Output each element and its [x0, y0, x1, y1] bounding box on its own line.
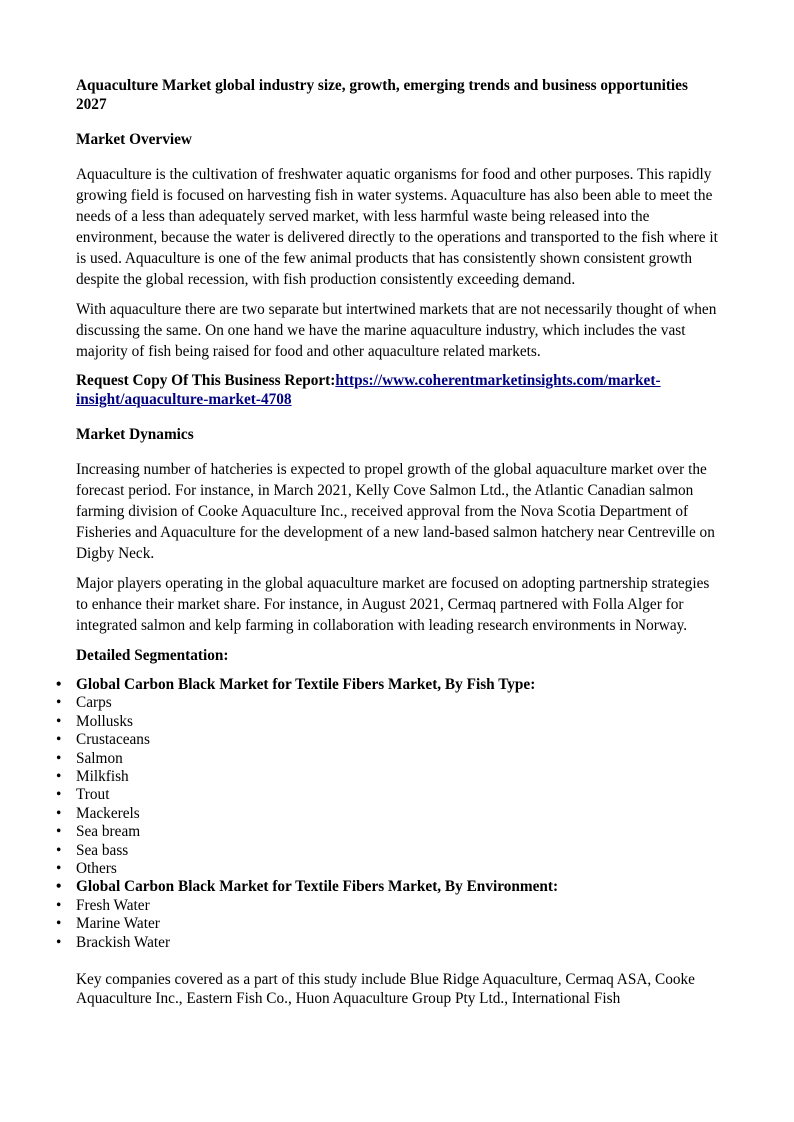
list-item: • Crustaceans: [56, 731, 150, 749]
document-title: Aquaculture Market global industry size, growth, emerging trends and business opportunities 2027: [76, 77, 688, 113]
bullet-icon: •: [56, 841, 62, 859]
dynamics-paragraph-2: Major players operating in the global aquaculture market are focused on adopting partnership strategies to enhance their market share. For instance, in August 2021, Cermaq partnered with Folla Alger for integrated salmon and kelp farming in collaboration with leading research environments in Norway.: [76, 575, 710, 634]
market-overview-heading: Market Overview: [76, 131, 192, 148]
bullet-icon: •: [56, 823, 62, 841]
overview-paragraph-2: With aquaculture there are two separate but intertwined markets that are not necessarily thought of when discussing the same. On one hand we have the marine aquaculture industry, which includes the vast majority of fish being raised for food and other aquaculture related markets.: [76, 301, 717, 360]
list-item: • Milkfish: [56, 768, 129, 786]
bullet-icon: •: [56, 712, 62, 730]
list-item: • Mackerels: [56, 804, 140, 822]
report-link[interactable]: https://www.coherentmarketinsights.com/market-insight/aquaculture-market-4708: [76, 372, 661, 408]
segmentation-list: [56, 676, 718, 952]
segment-heading-fish-type: • Global Carbon Black Market for Textile Fibers Market, By Fish Type:: [56, 676, 536, 693]
bullet-icon: •: [56, 860, 62, 878]
list-item: • Trout: [56, 786, 110, 804]
bullet-icon: •: [56, 768, 62, 786]
dynamics-paragraph-1: Increasing number of hatcheries is expected to propel growth of the global aquaculture market over the forecast period. For instance, in March 2021, Kelly Cove Salmon Ltd., the Atlantic Canadian salmon farming division of Cooke Aquaculture Inc., received approval from the Nova Scotia Department of Fisheries and Aquaculture for the development of a new land-based salmon hatchery near Centreville on Digby Neck.: [76, 461, 715, 562]
request-copy-line: [76, 371, 718, 409]
bullet-icon: •: [56, 786, 62, 804]
segment-heading-environment: • Global Carbon Black Market for Textile Fibers Market, By Environment:: [56, 878, 559, 896]
bullet-icon: •: [56, 933, 62, 951]
list-item: • Carps: [56, 694, 112, 712]
list-item: • Marine Water: [56, 915, 160, 933]
bullet-icon: •: [56, 676, 62, 693]
bullet-icon: •: [56, 804, 62, 822]
list-item: • Mollusks: [56, 712, 133, 730]
list-item: • Fresh Water: [56, 896, 150, 914]
list-item: • Salmon: [56, 749, 123, 767]
list-item: • Sea bream: [56, 823, 141, 841]
bullet-icon: •: [56, 896, 62, 914]
overview-paragraph-1: Aquaculture is the cultivation of freshwater aquatic organisms for food and other purposes. This rapidly growing field is focused on harvesting fish in water systems. Aquaculture has also been able to meet the needs of a less than adequately served market, with less harmful waste being released into the environment, because the water is delivered directly to the operations and transported to the fish where it is used. Aquaculture is one of the few animal products that has consistently shown consistent growth despite the global recession, with fish production consistently exceeding demand.: [76, 166, 718, 288]
list-item: • Sea bass: [56, 841, 129, 859]
key-companies-paragraph: Key companies covered as a part of this study include Blue Ridge Aquaculture, Cermaq ASA, Cooke Aquaculture Inc., Eastern Fish Co., Huon Aquaculture Group Pty Ltd., International Fish: [76, 971, 695, 1008]
bullet-icon: •: [56, 915, 62, 933]
list-item: • Others: [56, 860, 117, 878]
bullet-icon: •: [56, 731, 62, 749]
document-body: [56, 76, 718, 1017]
bullet-icon: •: [56, 749, 62, 767]
list-item: • Brackish Water: [56, 933, 171, 951]
bullet-icon: •: [56, 694, 62, 712]
market-dynamics-heading: Market Dynamics: [76, 426, 194, 443]
request-copy-label: Request Copy Of This Business Report:: [76, 372, 336, 389]
bullet-icon: •: [56, 878, 62, 896]
detailed-segmentation-heading: Detailed Segmentation:: [76, 647, 229, 664]
